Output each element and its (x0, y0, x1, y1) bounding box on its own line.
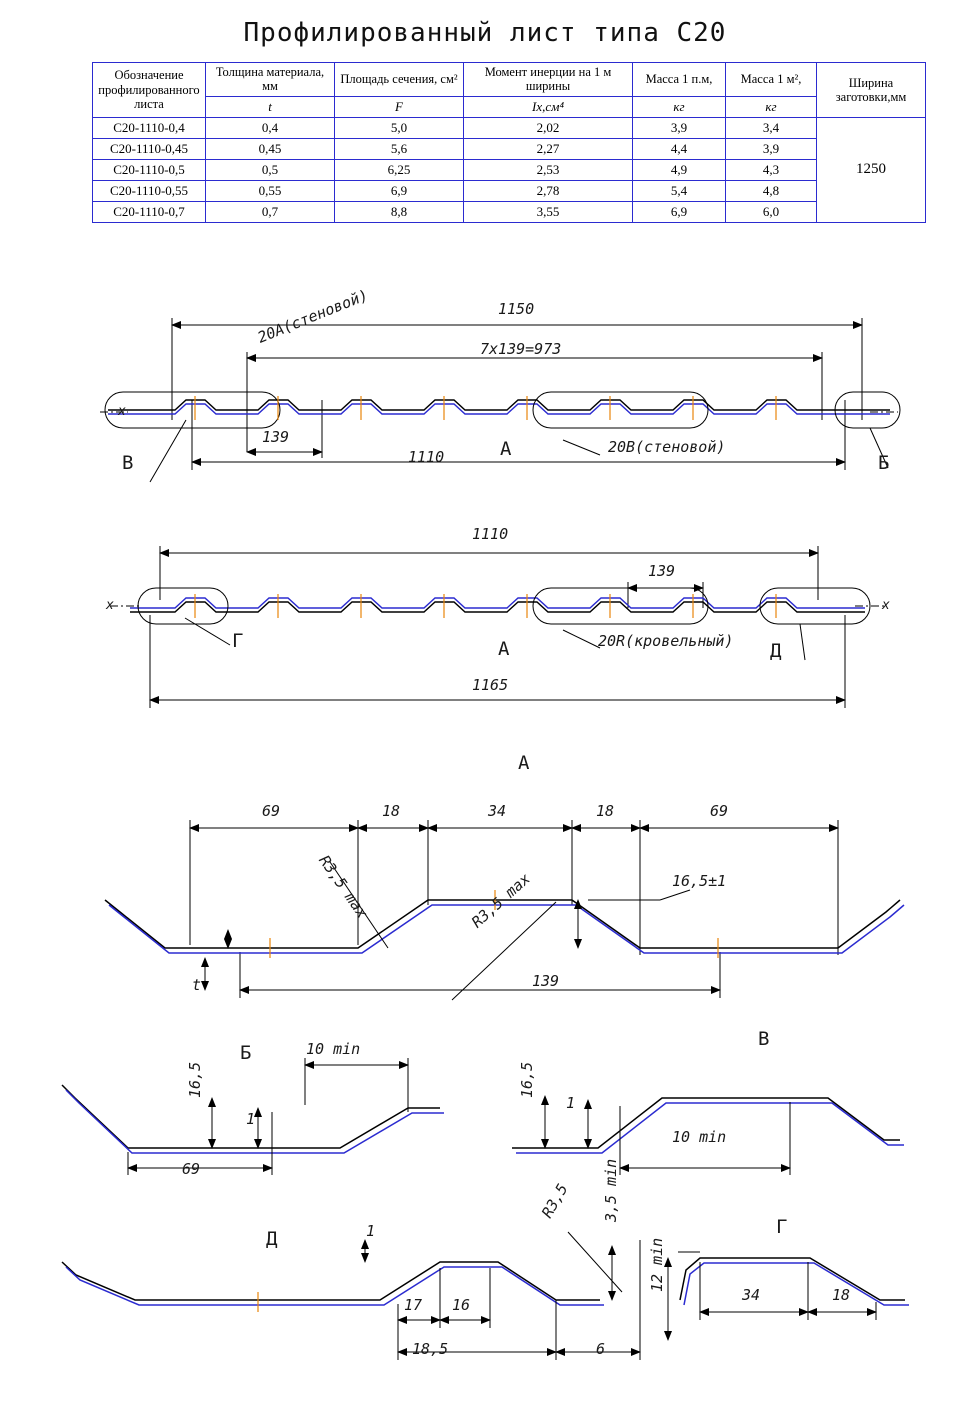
table-header-row (93, 63, 926, 97)
dim-a-thickness: t (192, 976, 202, 994)
dim-d-17: 17 (404, 1296, 423, 1314)
table-row (93, 159, 926, 180)
cell-i: 2,78 (464, 180, 633, 201)
callout-b: Б (878, 452, 890, 474)
detail-d-caption: Д (266, 1228, 278, 1250)
dim-wall-inner: 1110 (408, 448, 445, 466)
dim-roof-step: 139 (648, 562, 676, 580)
dim-d-6: 6 (596, 1340, 606, 1358)
callout-a-wall: А (500, 438, 512, 460)
cell-m2: 4,3 (726, 159, 817, 180)
dim-v-165: 16,5 (518, 1061, 536, 1098)
sub-kg-2: кг (726, 96, 817, 117)
dim-wall-total: 1150 (498, 300, 535, 318)
cell-m1: 3,9 (633, 117, 726, 138)
cell-t: 0,55 (206, 180, 335, 201)
cell-m2: 6,0 (726, 201, 817, 222)
cell-m1: 4,4 (633, 138, 726, 159)
cell-i: 2,27 (464, 138, 633, 159)
dim-b-10min: 10 min (306, 1040, 361, 1058)
callout-a-roof: А (498, 638, 510, 660)
cell-m2: 3,9 (726, 138, 817, 159)
cell-m1: 4,9 (633, 159, 726, 180)
spec-table (92, 62, 926, 223)
cell-name: С20-1110-0,55 (93, 180, 206, 201)
sub-f: F (335, 96, 464, 117)
axis-x-left-1: x (118, 404, 126, 419)
page-title: Профилированный лист типа С20 (243, 18, 727, 48)
table-row (93, 138, 926, 159)
dim-d-1: 1 (366, 1222, 376, 1240)
dim-a-69-left: 69 (262, 802, 281, 820)
cell-name: С20-1110-0,45 (93, 138, 206, 159)
dim-d-radius: R3,5 (538, 1180, 572, 1221)
cell-name: С20-1110-0,5 (93, 159, 206, 180)
dim-a-radius-2: R3,5 max (468, 869, 534, 932)
sub-ix: Ix,см⁴ (464, 96, 633, 117)
callout-g: Г (232, 630, 244, 652)
detail-a-caption: А (518, 752, 530, 774)
cell-m2: 4,8 (726, 180, 817, 201)
dim-a-18-right: 18 (596, 802, 615, 820)
note-roof: 20R(кровельный) (598, 632, 734, 650)
dim-wall-step: 139 (262, 428, 290, 446)
dim-d-185: 18,5 (412, 1340, 449, 1358)
dim-g-34: 34 (742, 1286, 761, 1304)
detail-g-caption: Г (776, 1216, 788, 1238)
dim-a-34: 34 (488, 802, 507, 820)
table-subheader-row (93, 96, 926, 117)
axis-x-left-2: x (106, 598, 114, 613)
cell-t: 0,4 (206, 117, 335, 138)
th-inertia: Момент инерции на 1 м ширины (464, 63, 633, 97)
spec-table-wrapper (92, 62, 926, 223)
th-blank-width: Ширина заготовки,мм (817, 63, 926, 118)
detail-b-caption: Б (240, 1042, 252, 1064)
th-mass-m2: Масса 1 м², (726, 63, 817, 97)
cell-f: 6,25 (335, 159, 464, 180)
cell-f: 5,6 (335, 138, 464, 159)
dim-b-165: 16,5 (186, 1061, 204, 1098)
dim-v-1: 1 (566, 1094, 576, 1112)
dim-a-18-left: 18 (382, 802, 401, 820)
cell-t: 0,7 (206, 201, 335, 222)
dim-a-69-right: 69 (710, 802, 729, 820)
sub-t: t (206, 96, 335, 117)
cell-name: С20-1110-0,7 (93, 201, 206, 222)
th-mass-lm: Масса 1 п.м, (633, 63, 726, 97)
dim-roof-outer: 1165 (472, 676, 509, 694)
cell-f: 5,0 (335, 117, 464, 138)
note-wall-top: 20А(стеновой) (255, 286, 371, 347)
cell-i: 2,02 (464, 117, 633, 138)
th-area: Площадь сечения, см² (335, 63, 464, 97)
table-row (93, 117, 926, 138)
dim-v-10min: 10 min (672, 1128, 727, 1146)
cell-i: 3,55 (464, 201, 633, 222)
cell-m2: 3,4 (726, 117, 817, 138)
dim-wall-repeat: 7x139=973 (480, 340, 562, 358)
cell-t: 0,45 (206, 138, 335, 159)
dim-b-69: 69 (182, 1160, 201, 1178)
detail-v-caption: В (758, 1028, 770, 1050)
axis-x-right-2: x (882, 598, 890, 613)
cell-m1: 6,9 (633, 201, 726, 222)
dim-a-radius-1: R3,5 max (315, 852, 372, 922)
note-wall-bottom: 20В(стеновой) (608, 438, 726, 456)
dim-g-12min: 12 min (648, 1237, 666, 1292)
callout-d: Д (770, 640, 782, 662)
dim-d-16: 16 (452, 1296, 471, 1314)
dim-d-35min: 3,5 min (602, 1158, 620, 1222)
cell-f: 8,8 (335, 201, 464, 222)
cell-t: 0,5 (206, 159, 335, 180)
dim-roof-total: 1110 (472, 525, 509, 543)
dim-a-pitch: 139 (532, 972, 560, 990)
th-thickness: Толщина материала, мм (206, 63, 335, 97)
table-row (93, 201, 926, 222)
sub-kg-1: кг (633, 96, 726, 117)
cell-f: 6,9 (335, 180, 464, 201)
cell-m1: 5,4 (633, 180, 726, 201)
cell-i: 2,53 (464, 159, 633, 180)
th-designation: Обозначение профилированного листа (93, 63, 206, 118)
dim-b-1: 1 (246, 1110, 256, 1128)
table-row (93, 180, 926, 201)
dim-a-height: 16,5±1 (672, 872, 727, 890)
callout-v: В (122, 452, 134, 474)
dim-g-18: 18 (832, 1286, 851, 1304)
cell-blank-width: 1250 (817, 117, 926, 222)
cell-name: С20-1110-0,4 (93, 117, 206, 138)
